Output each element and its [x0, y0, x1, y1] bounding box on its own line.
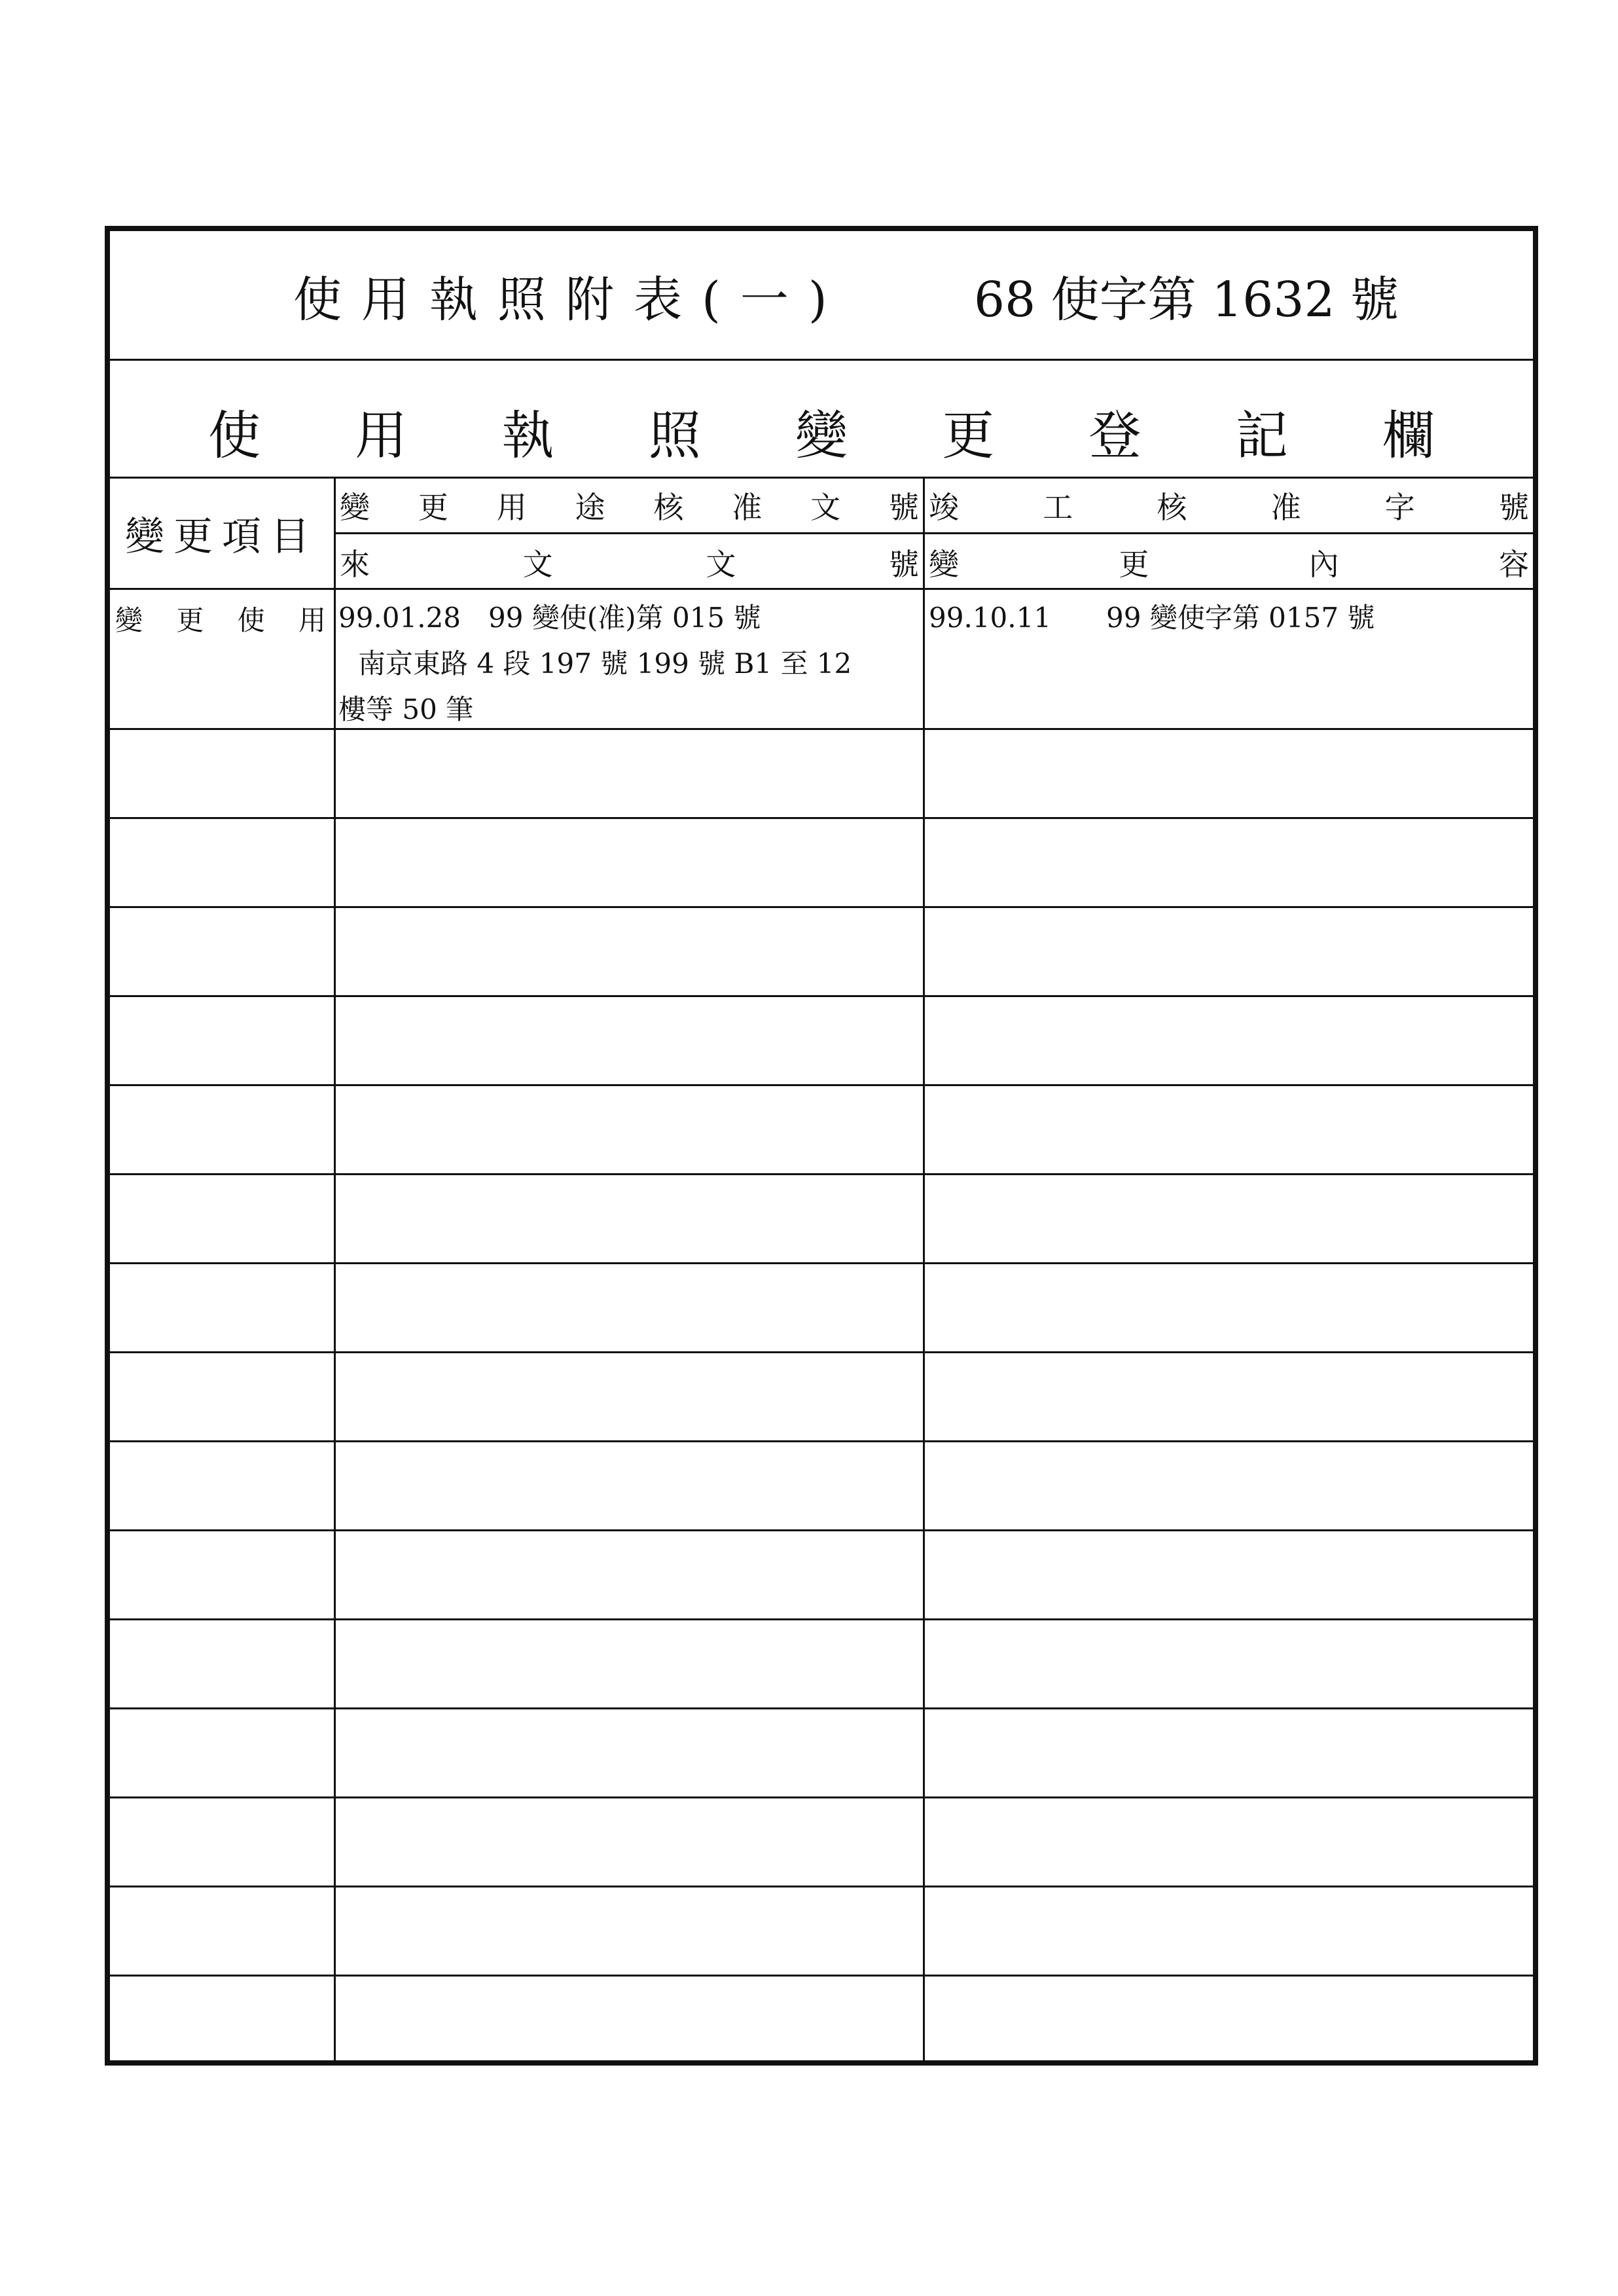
section-heading-char: 登 — [1088, 405, 1142, 466]
completion-approval-cell — [925, 1977, 1533, 2060]
header-change-content — [925, 534, 1533, 590]
change-item-cell — [110, 908, 336, 995]
address-line: 南京東路 4 段 197 號 199 號 B1 至 12 — [358, 647, 852, 680]
change-item-cell — [110, 1709, 336, 1796]
completion-approval-cell — [925, 1442, 1533, 1529]
section-heading-char: 更 — [942, 405, 995, 466]
table-row — [110, 997, 1533, 1086]
header-change-item: 變更項目 — [110, 479, 336, 588]
header-char: 變 — [340, 490, 370, 525]
approval-doc-cell — [336, 1620, 925, 1707]
header-char: 途 — [575, 490, 605, 525]
form-title: 使用執照附表(一) — [293, 272, 847, 328]
header-char: 號 — [888, 490, 919, 525]
table-row — [110, 1798, 1533, 1887]
completion-approval-cell — [925, 1175, 1533, 1262]
table-row — [110, 590, 1533, 730]
table-row — [110, 1175, 1533, 1264]
completion-approval-cell — [925, 997, 1533, 1084]
section-heading-char: 記 — [1235, 405, 1288, 466]
approval-doc-cell — [336, 1264, 925, 1351]
change-item-cell — [110, 1887, 336, 1975]
license-appendix-form — [105, 226, 1538, 2066]
completion-approval-cell — [925, 1620, 1533, 1707]
change-item-cell — [110, 1977, 336, 2060]
header-char: 文 — [706, 546, 736, 582]
header-char: 變 — [929, 546, 959, 582]
address-line: 樓等 50 筆 — [338, 693, 474, 725]
header-char: 核 — [1157, 490, 1187, 525]
subtitle-row — [110, 361, 1533, 479]
completion-approval-cell — [925, 1798, 1533, 1886]
change-item-cell — [110, 997, 336, 1084]
completion-approval-cell — [925, 1709, 1533, 1796]
change-item-cell — [110, 819, 336, 906]
approval-doc-cell — [336, 1531, 925, 1618]
completion-approval-cell — [925, 1887, 1533, 1975]
record-grid — [110, 590, 1533, 2060]
table-row — [110, 730, 1533, 819]
approval-doc-line: 99.01.28 99 變使(准)第 015 號 — [338, 602, 761, 634]
table-row — [110, 1620, 1533, 1709]
change-item-cell — [110, 1798, 336, 1886]
completion-approval-cell — [925, 908, 1533, 995]
approval-doc-cell — [336, 1798, 925, 1886]
approval-doc-cell — [336, 908, 925, 995]
header-char: 容 — [1498, 546, 1529, 582]
approval-doc-cell — [336, 819, 925, 906]
completion-approval-cell — [925, 1531, 1533, 1618]
change-item-text — [115, 599, 326, 638]
change-item-cell — [110, 1620, 336, 1707]
header-char: 更 — [418, 490, 448, 525]
table-row — [110, 1977, 1533, 2060]
table-row — [110, 1264, 1533, 1353]
header-char: 竣 — [929, 490, 959, 525]
header-completion-approval-number — [925, 479, 1533, 534]
completion-approval-cell — [925, 730, 1533, 817]
approval-doc-cell — [336, 590, 925, 728]
table-row — [110, 908, 1533, 997]
header-char: 號 — [1498, 490, 1529, 525]
change-item-cell — [110, 1353, 336, 1440]
table-row — [110, 1531, 1533, 1620]
header-char: 更 — [1119, 546, 1149, 582]
item-char: 更 — [176, 604, 204, 636]
approval-doc-cell — [336, 1086, 925, 1173]
table-row — [110, 1086, 1533, 1175]
approval-doc-cell — [336, 1442, 925, 1529]
table-row — [110, 819, 1533, 908]
approval-doc-cell — [336, 1175, 925, 1262]
section-heading-char: 使 — [208, 405, 261, 466]
section-heading-char: 變 — [795, 405, 848, 466]
completion-approval-cell — [925, 590, 1533, 728]
header-char: 工 — [1043, 490, 1073, 525]
change-item-cell — [110, 1175, 336, 1262]
column-header-row — [110, 479, 1533, 590]
header-approval-doc-number — [336, 479, 925, 534]
item-char: 用 — [298, 604, 326, 636]
change-item-cell — [110, 590, 336, 728]
change-item-cell — [110, 1442, 336, 1529]
section-heading — [208, 393, 1435, 469]
header-char: 文 — [522, 546, 553, 582]
approval-doc-cell — [336, 1709, 925, 1796]
section-heading-char: 照 — [648, 405, 701, 466]
license-number: 68 使字第 1632 號 — [974, 272, 1399, 328]
change-item-cell — [110, 730, 336, 817]
approval-doc-cell — [336, 997, 925, 1084]
change-item-cell — [110, 1531, 336, 1618]
section-heading-char: 執 — [501, 405, 554, 466]
completion-approval-cell — [925, 1086, 1533, 1173]
approval-doc-cell — [336, 730, 925, 817]
completion-approval-cell — [925, 819, 1533, 906]
section-heading-char: 用 — [355, 405, 408, 466]
item-char: 使 — [237, 604, 265, 636]
header-char: 字 — [1384, 490, 1415, 525]
approval-doc-cell — [336, 1887, 925, 1975]
change-item-cell — [110, 1264, 336, 1351]
change-item-cell — [110, 1086, 336, 1173]
table-row — [110, 1442, 1533, 1531]
item-char: 變 — [115, 604, 143, 636]
header-char: 內 — [1308, 546, 1339, 582]
completion-approval-cell — [925, 1264, 1533, 1351]
header-char: 號 — [888, 546, 919, 582]
completion-approval-text: 99.10.11 99 變使字第 0157 號 — [929, 602, 1375, 634]
header-char: 准 — [1270, 490, 1301, 525]
header-char: 來 — [340, 546, 370, 582]
completion-approval-cell — [925, 1353, 1533, 1440]
section-heading-char: 欄 — [1382, 405, 1435, 466]
table-row — [110, 1709, 1533, 1798]
header-incoming-doc-number — [336, 534, 925, 590]
table-row — [110, 1353, 1533, 1442]
header-char: 用 — [496, 490, 527, 525]
approval-doc-cell — [336, 1977, 925, 2060]
approval-doc-cell — [336, 1353, 925, 1440]
header-char: 核 — [653, 490, 684, 525]
table-row — [110, 1887, 1533, 1977]
header-char: 文 — [810, 490, 841, 525]
header-char: 准 — [732, 490, 763, 525]
title-row — [110, 231, 1533, 361]
